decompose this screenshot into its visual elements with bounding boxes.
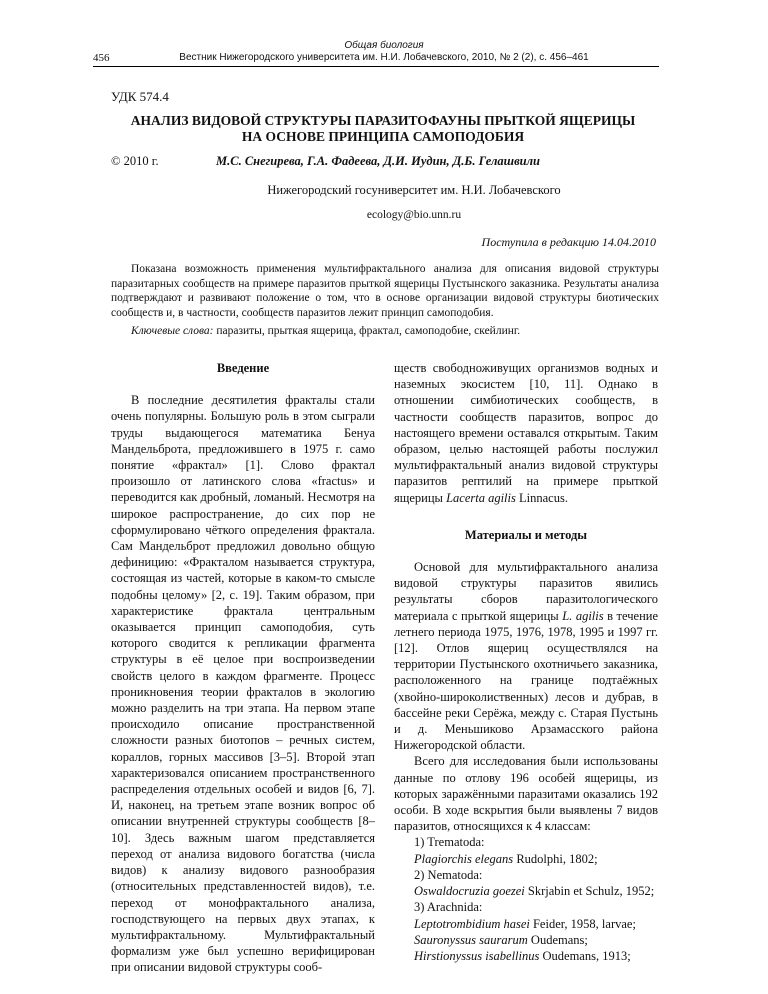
journal-citation: Вестник Нижегородского университета им. Н.И. Лобачевского, 2010, № 2 (2), с. 456–461: [179, 52, 589, 63]
received-date: Поступила в редакцию 14.04.2010: [481, 235, 656, 249]
list-item: Sauronyssus saurarum Oudemans;: [414, 932, 588, 947]
intro-continuation: ществ свободноживущих организмов водных и наземных экосистем [10, 11]. Однако в отношении симбиотических сообществ, в частности сообществ паразитов, вопрос до настоящего времени оставался открытым. Таким образом, целью настоящей работы послужил мультифрактальный анализ видовой структуры паразитов рептилий на примере прыткой ящерицы Lacerta agilis Linnacus.: [394, 361, 658, 505]
left-column: [111, 360, 375, 976]
methods-paragraph-1: Основой для мультифрактального анализа видовой структуры паразитов явились результаты сборов паразитологического материала с прыткой ящерицы L. agilis в течение летнего периода 1975, 1976, 1978, 1995 и 1997 гг. [12]. Отлов ящериц осуществлялся на территории Пустынского охотничьего заказника, расположенного на границе подтаёжных (хвойно-широколиственных) лесов и дубрав, в бассейне реки Серёжа, между с. Старая Пустынь и д. Меньшиково Арзамасского района Нижегородской области.: [394, 560, 659, 753]
parasite-name: Sauronyssus saurarum: [414, 932, 528, 947]
email: ecology@bio.unn.ru: [366, 209, 462, 221]
abstract: Показана возможность применения мультифрактального анализа для описания видовой структуры паразитарных сообществ на примере паразитов прыткой ящерицы Пустынского заказника. Результаты анализа подтверждают и развивают положение о том, что в основе организации видовой структуры биотических сообществ и, в частности, сообществ паразитов лежит принцип самоподобия.: [111, 263, 659, 319]
section-name: Общая биология: [344, 40, 424, 51]
species-list: [394, 834, 658, 964]
intro-heading: Введение: [216, 361, 270, 375]
list-item: 3) Arachnida:: [414, 900, 483, 915]
keywords-label: Ключевые слова:: [131, 325, 214, 337]
title-line-1: АНАЛИЗ ВИДОВОЙ СТРУКТУРЫ ПАРАЗИТОФАУНЫ ПРЫТКОЙ ЯЩЕРИЦЫ: [130, 113, 636, 128]
list-item: Hirstionyssus isabellinus Oudemans, 1913;: [414, 948, 631, 963]
list-item: 2) Nematoda:: [414, 867, 483, 882]
intro-paragraph: В последние десятилетия фракталы стали очень популярны. Большую роль в этом сыграли труды выдающегося математика Бенуа Мандельброта, предложившего в 1975 г. само понятие «фрактал» [1]. Слово фрактал произошло от латинского слова «fractus» и переводится как дробный, ломаный. Несмотря на широкое распространение, до сих пор не сформулировано чёткого определения фрактала. Сам Мандельброт предложил довольно общую дефиницию: «Фракталом называется структура, состоящая из частей, которые в каком-то смысле подобны целому» [2, с. 19]. Таким образом, при характеристике фрактала центральным оказывается принцип самоподобия, суть которого сводится к репликации фрагмента структуры в её целое при воспроизведении свойств целого в каждом фрагменте. Процесс проникновения теории фракталов в экологию можно разделить на три этапа. На первом этапе происходило описание пространственной сложности разных биотопов – речных систем, кораллов, горных массивов [3–5]. Второй этап характеризовался описанием пространственного распределения отдельных особей и видов [6, 7]. И, наконец, на третьем этапе возник вопрос об описании внутренней структуры сообществ [8–10]. Здесь важным шагом представляется переход от анализа видового богатства (числа видов) к анализу видового разнообразия (относительных представленностей видов), т.е. переход от монофрактального анализа, господствующего на первых двух этапах, к мультифрактальному. Мультифрактальный формализм уже был успешно верифицирован при описании видовой структуры сооб-: [111, 393, 375, 975]
authors: М.С. Снегирева, Г.А. Фадеева, Д.И. Иудин, Д.Б. Гелашвили: [216, 154, 540, 168]
methods-paragraph-2: Всего для исследования были использованы данные по отлову 196 особей ящерицы, из которых заражёнными паразитами оказались 192 особи. В ходе вскрытия были выявлены 7 видов паразитов, относящихся к 4 классам:: [394, 754, 658, 834]
parasite-name: Plagiorchis elegans: [414, 851, 514, 866]
page-number: 456: [93, 52, 110, 64]
header-rule: [93, 66, 659, 67]
parasite-name: Leptotrombidium hasei: [414, 916, 530, 931]
list-item: Leptotrombidium hasei Feider, 1958, larvae;: [414, 916, 636, 931]
list-item: 1) Trematoda:: [414, 835, 485, 850]
article-title: [100, 113, 666, 145]
parasite-name: Hirstionyssus isabellinus: [414, 948, 540, 963]
title-line-2: НА ОСНОВЕ ПРИНЦИПА САМОПОДОБИЯ: [241, 129, 525, 144]
list-item: Plagiorchis elegans Rudolphi, 1802;: [414, 851, 598, 866]
keywords-list: паразиты, прыткая ящерица, фрактал, самоподобие, скейлинг.: [216, 325, 521, 337]
running-header: [0, 40, 768, 64]
copyright: © 2010 г.: [111, 154, 159, 168]
methods-heading: Материалы и методы: [464, 527, 588, 542]
keywords: [111, 325, 659, 337]
right-column: [394, 360, 658, 964]
list-item: Oswaldocruzia goezei Skrjabin et Schulz, 1952;: [414, 884, 655, 899]
parasite-name: Oswaldocruzia goezei: [414, 884, 525, 899]
species-name: Lacerta agilis: [446, 490, 516, 505]
affiliation: Нижегородский госуниверситет им. Н.И. Лобачевского: [267, 183, 561, 197]
udk-code: УДК 574.4: [111, 89, 169, 104]
